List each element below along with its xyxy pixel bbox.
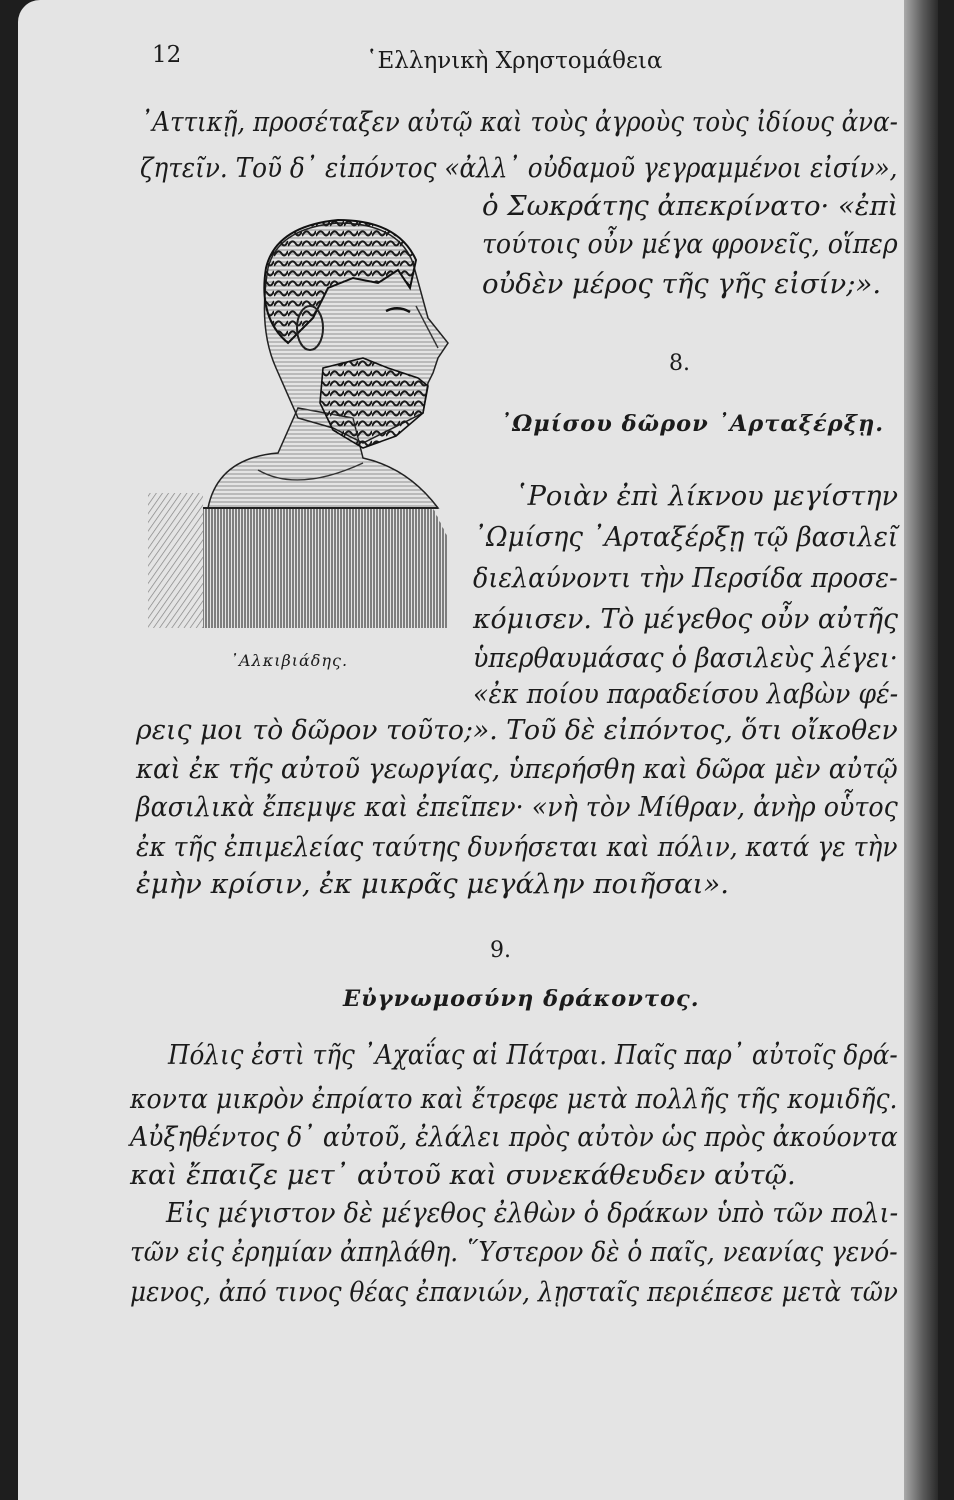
text-line: τῶν εἰς ἐρημίαν ἀπηλάθη. ῞Υστερον δὲ ὁ παῖς, νεανίας γενό- <box>130 1236 898 1268</box>
section-number: 8. <box>669 351 690 376</box>
running-head: ῾Ελληνικὴ Χρηστομάθεια <box>366 48 663 74</box>
text-line: καὶ ἐκ τῆς αὐτοῦ γεωργίας, ὑπερήσθη καὶ δῶρα μὲν αὐτῷ <box>136 753 898 785</box>
text-line: ὁ Σωκράτης ἀπεκρίνατο· «ἐπὶ <box>482 190 899 222</box>
text-line: Εἰς μέγιστον δὲ μέγεθος ἐλθὼν ὁ δράκων ὑπὸ τῶν πολι- <box>166 1197 899 1229</box>
text-line: μενος, ἀπό τινος θέας ἐπανιών, λῃσταῖς περιέπεσε μετὰ τῶν <box>130 1276 898 1308</box>
text-line: οὐδὲν μέρος τῆς γῆς εἰσίν;». <box>482 268 882 300</box>
text-line: κόμισεν. Τὸ μέγεθος οὖν αὐτῆς <box>473 603 899 635</box>
text-line: ᾿Ωμίσης ᾿Αρταξέρξῃ τῷ βασιλεῖ <box>473 521 899 553</box>
alcibiades-bust-illustration <box>148 208 478 656</box>
text-line: τούτοις οὖν μέγα φρονεῖς, οἵπερ <box>482 228 898 260</box>
book-binding-shadow <box>904 0 938 1500</box>
text-line: ὑπερθαυμάσας ὁ βασιλεὺς λέγει· <box>473 642 898 674</box>
text-line: «ἐκ ποίου παραδείσου λαβὼν φέ- <box>473 678 899 710</box>
section-number: 9. <box>490 938 511 963</box>
text-line: κοντα μικρὸν ἐπρίατο καὶ ἔτρεφε μετὰ πολλῆς τῆς κομιδῆς. <box>130 1083 898 1115</box>
text-line: ἐκ τῆς ἐπιμελείας ταύτης δυνήσεται καὶ πόλιν, κατά γε τὴν <box>136 831 898 863</box>
text-line: ῾Ροιὰν ἐπὶ λίκνου μεγίστην <box>514 480 899 512</box>
book-page <box>18 0 938 1500</box>
page-number: 12 <box>152 42 182 68</box>
text-line: Πόλις ἐστὶ τῆς ᾿Αχαΐας αἱ Πάτραι. Παῖς παρ᾿ αὐτοῖς δρά- <box>168 1039 898 1071</box>
text-line: ζητεῖν. Τοῦ δ᾿ εἰπόντος «ἀλλ᾿ οὐδαμοῦ γεγραμμένοι εἰσίν», <box>140 152 898 184</box>
text-line: καὶ ἔπαιζε μετ᾿ αὐτοῦ καὶ συνεκάθευδεν αὐτῷ. <box>130 1159 796 1191</box>
text-line: βασιλικὰ ἔπεμψε καὶ ἐπεῖπεν· «νὴ τὸν Μίθραν, ἀνὴρ οὗτος <box>136 791 898 823</box>
text-line: Αὐξηθέντος δ᾿ αὐτοῦ, ἐλάλει πρὸς αὐτὸν ὡς πρὸς ἀκούοντα <box>130 1121 898 1153</box>
section-title: ᾿Ωμίσου δῶρον ᾿Αρταξέρξῃ. <box>500 411 885 437</box>
text-line: διελαύνοντι τὴν Περσίδα προσε- <box>473 562 898 594</box>
text-line: ρεις μοι τὸ δῶρον τοῦτο;». Τοῦ δὲ εἰπόντος, ὅτι οἴκοθεν <box>136 714 898 746</box>
text-line: ἐμὴν κρίσιν, ἐκ μικρᾶς μεγάλην ποιῆσαι». <box>136 868 729 900</box>
text-line: ᾿Αττικῇ, προσέταξεν αὐτῷ καὶ τοὺς ἀγροὺς τοὺς ἰδίους ἀνα- <box>140 106 898 138</box>
figure-caption: ᾿Αλκιβιάδης. <box>230 651 349 670</box>
section-title: Εὐγνωμοσύνη δράκοντος. <box>343 986 700 1012</box>
